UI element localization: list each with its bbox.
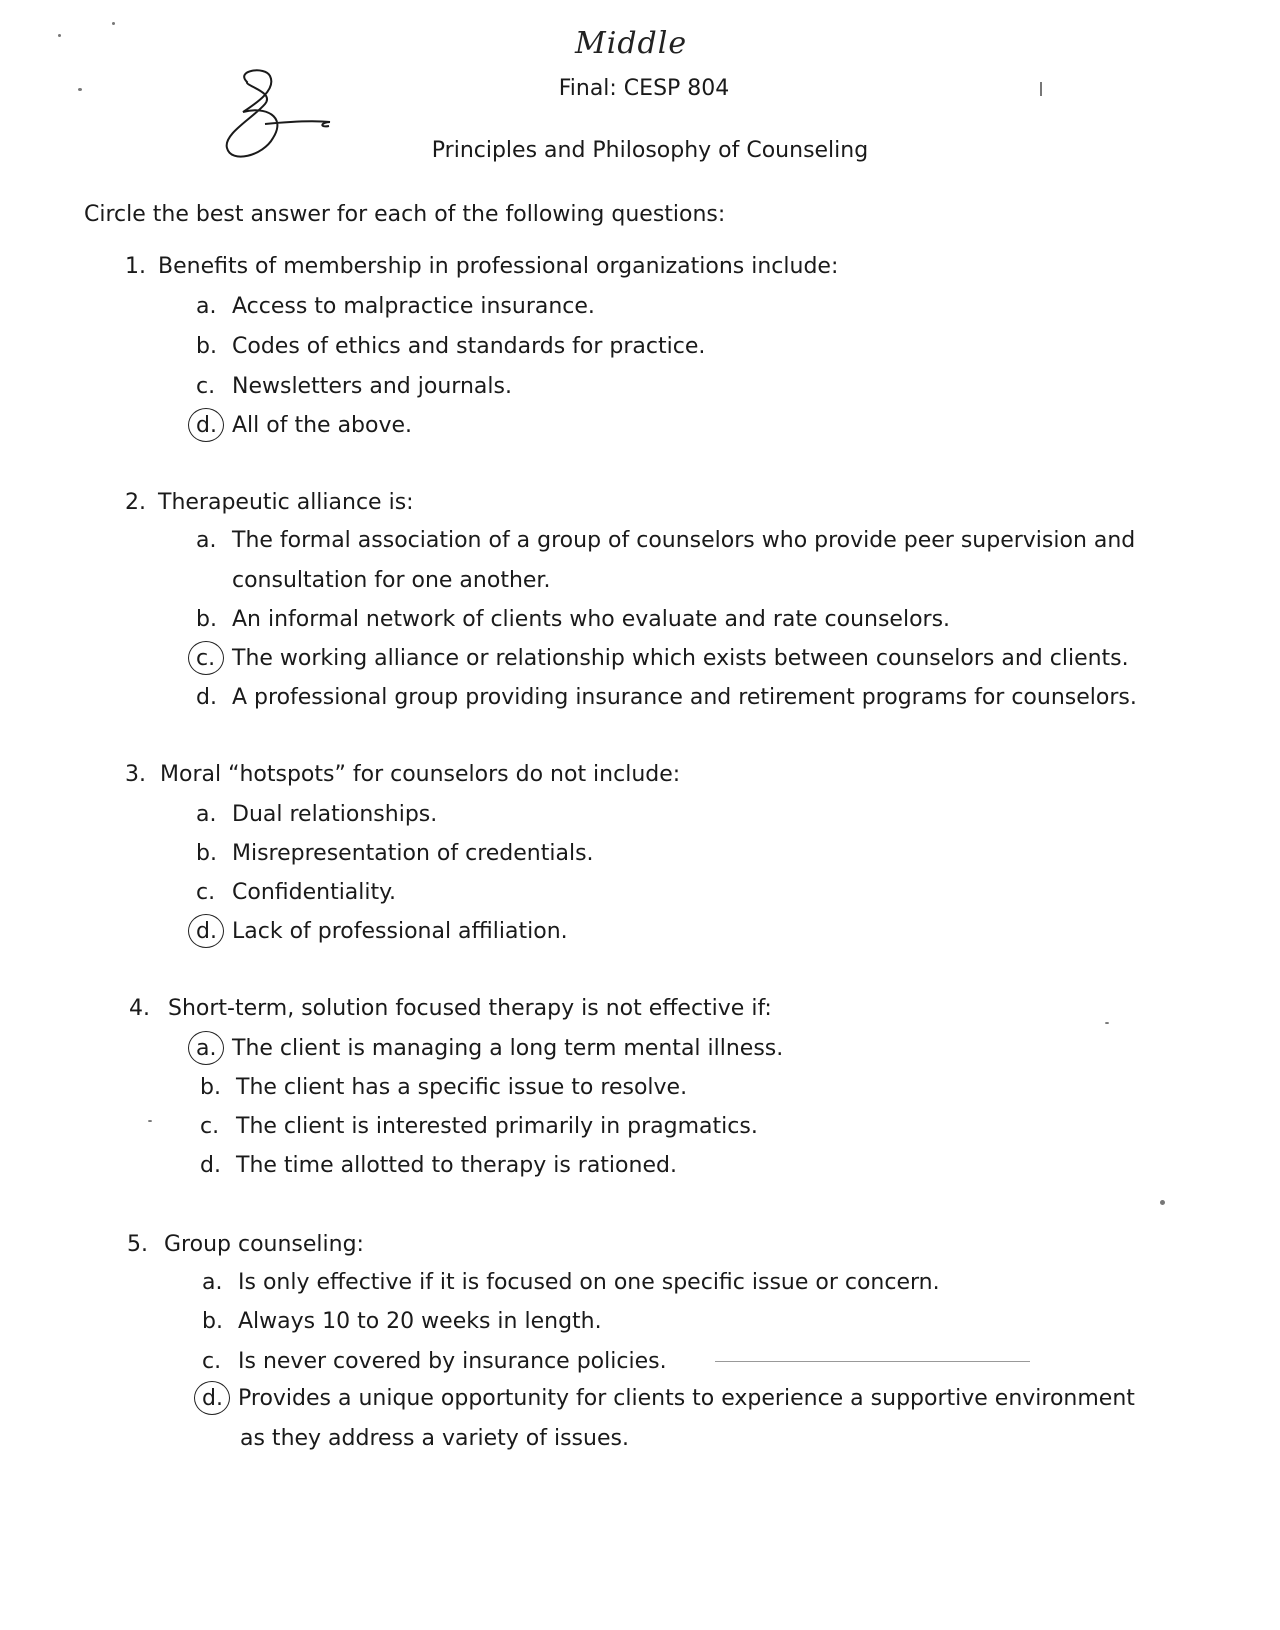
answer-circle: c. [196, 646, 232, 671]
option-3a[interactable]: a. Dual relationships. [196, 802, 438, 827]
option-5d-continuation: as they address a variety of issues. [240, 1426, 629, 1451]
instruction-text: Circle the best answer for each of the following questions: [84, 202, 726, 227]
option-4b[interactable]: b. The client has a specific issue to resolve. [200, 1075, 688, 1100]
option-1c[interactable]: c. Newsletters and journals. [196, 374, 512, 399]
scan-speck [1040, 82, 1042, 96]
option-1a[interactable]: a. Access to malpractice insurance. [196, 294, 595, 319]
question-stem: Moral “hotspots” for counselors do not include: [160, 762, 681, 787]
answer-circle: d. [202, 1386, 238, 1411]
scan-speck [1105, 1022, 1109, 1024]
pen-stroke [715, 1361, 1030, 1362]
option-1d-circled[interactable]: d. All of the above. [196, 413, 413, 438]
question-stem: Group counseling: [164, 1232, 364, 1257]
option-5a[interactable]: a. Is only effective if it is focused on one specific issue or concern. [202, 1270, 940, 1295]
option-2a-continuation: consultation for one another. [232, 568, 551, 593]
question-number: 4. [129, 996, 150, 1021]
scan-speck [58, 34, 61, 37]
handwritten-name: Middle [575, 26, 688, 61]
option-3c[interactable]: c. Confidentiality. [196, 880, 397, 905]
question-number: 5. [127, 1232, 148, 1257]
question-stem: Therapeutic alliance is: [158, 490, 414, 515]
option-5b[interactable]: b. Always 10 to 20 weeks in length. [202, 1309, 602, 1334]
option-1b[interactable]: b. Codes of ethics and standards for practice. [196, 334, 706, 359]
option-2c-circled[interactable]: c. The working alliance or relationship which exists between counselors and clients. [196, 646, 1129, 671]
option-3d-circled[interactable]: d. Lack of professional affiliation. [196, 919, 568, 944]
option-3b[interactable]: b. Misrepresentation of credentials. [196, 841, 594, 866]
grade-b-mark [225, 64, 340, 174]
option-4a-circled[interactable]: a. The client is managing a long term mental illness. [196, 1036, 784, 1061]
course-title: Final: CESP 804 [558, 76, 730, 101]
option-2b[interactable]: b. An informal network of clients who evaluate and rate counselors. [196, 607, 951, 632]
question-number: 2. [125, 490, 146, 515]
option-4c[interactable]: c. The client is interested primarily in pragmatics. [200, 1114, 758, 1139]
question-stem: Short-term, solution focused therapy is not effective if: [168, 996, 772, 1021]
scan-speck [78, 88, 82, 91]
option-5d-circled[interactable]: d. Provides a unique opportunity for clients to experience a supportive environment [202, 1386, 1135, 1411]
answer-circle: a. [196, 1036, 232, 1061]
scan-speck [112, 22, 115, 25]
question-stem: Benefits of membership in professional organizations include: [158, 254, 839, 279]
answer-circle: d. [196, 919, 232, 944]
scan-speck [1160, 1200, 1165, 1205]
option-4d[interactable]: d. The time allotted to therapy is rationed. [200, 1153, 677, 1178]
scan-speck [148, 1120, 152, 1122]
course-subtitle: Principles and Philosophy of Counseling [431, 138, 869, 163]
question-number: 1. [125, 254, 146, 279]
answer-circle: d. [196, 413, 232, 438]
question-number: 3. [125, 762, 146, 787]
option-2d[interactable]: d. A professional group providing insurance and retirement programs for counselors. [196, 685, 1137, 710]
option-5c[interactable]: c. Is never covered by insurance policies. [202, 1349, 667, 1374]
option-2a[interactable]: a. The formal association of a group of counselors who provide peer supervision and [196, 528, 1136, 553]
